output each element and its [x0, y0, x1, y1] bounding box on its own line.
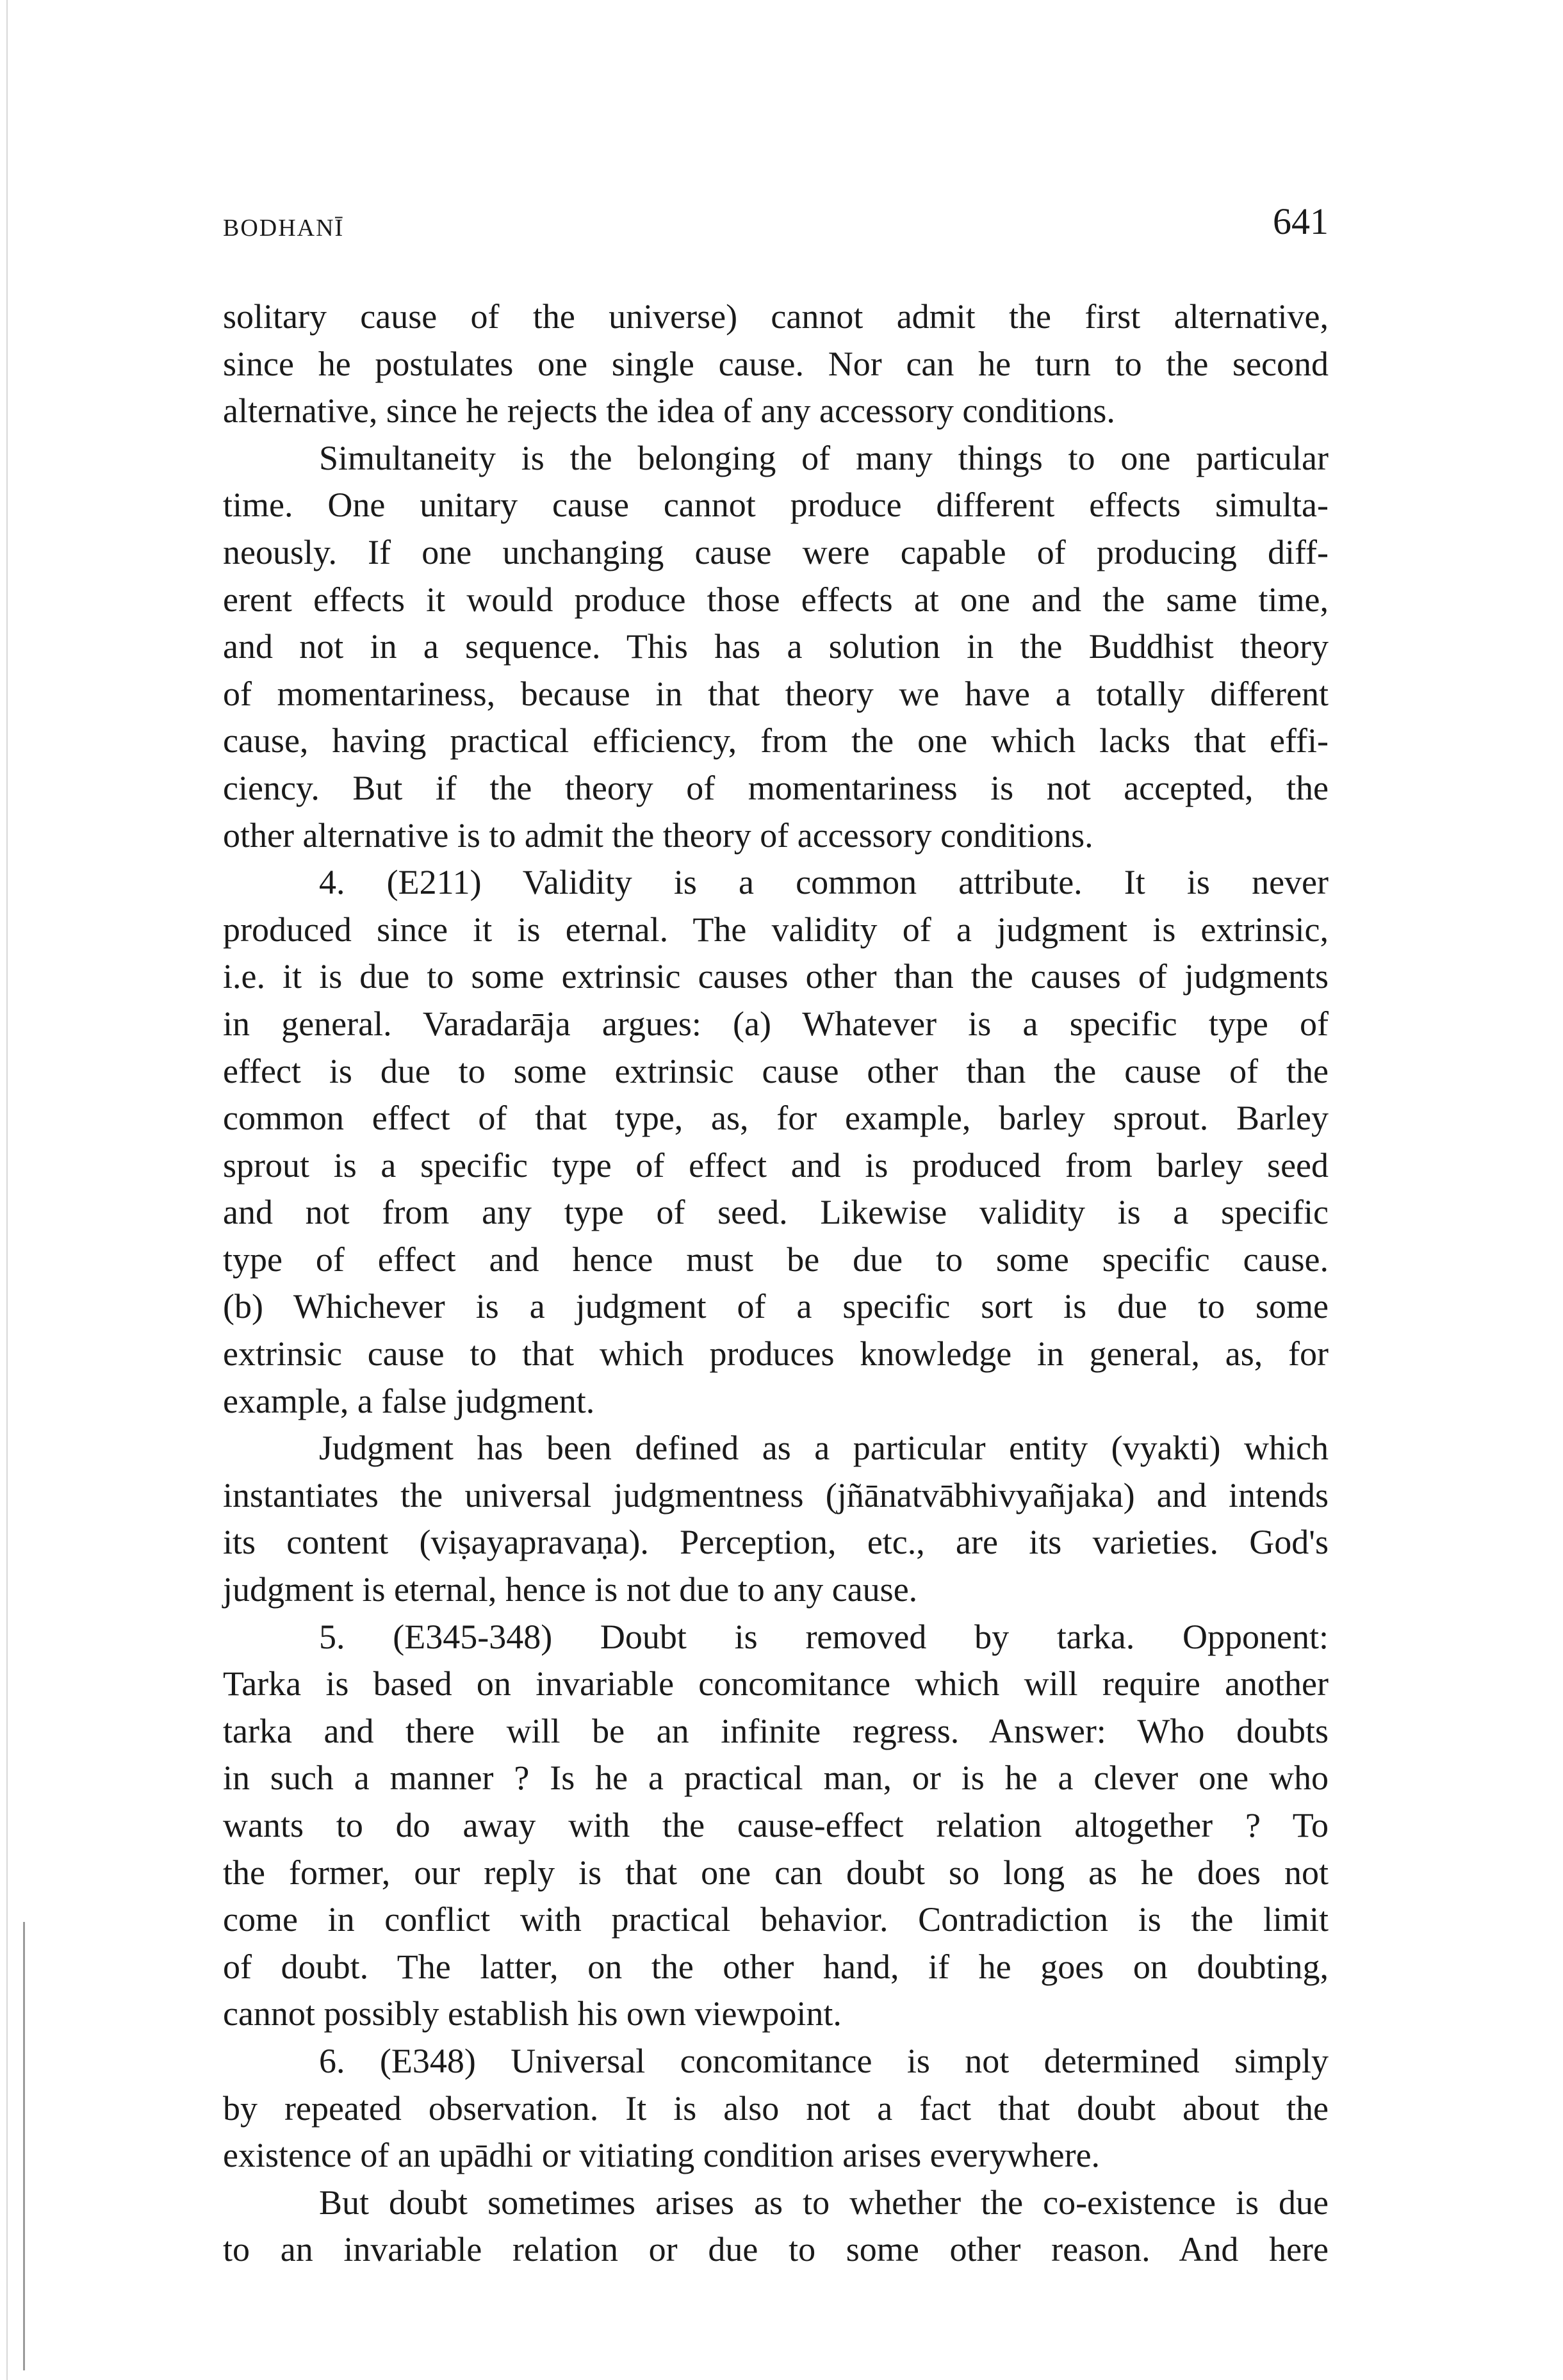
text-line: Simultaneity is the belonging of many things to one particular	[319, 438, 1329, 477]
text-line: cause, having practical efficiency, from the one which lacks that effi-	[223, 721, 1329, 760]
text-line: instantiates the universal judgmentness (jñānatvābhivyañjaka) and intends	[223, 1475, 1329, 1514]
text-line: time. One unitary cause cannot produce different effects simulta-	[223, 486, 1329, 525]
text-line: of doubt. The latter, on the other hand, if he goes on doubting,	[223, 1947, 1329, 1986]
text-line: come in conflict with practical behavior. Contradiction is the limit	[223, 1900, 1329, 1939]
text-line: produced since it is eternal. The validity of a judgment is extrinsic,	[223, 910, 1329, 949]
text-line: i.e. it is due to some extrinsic causes other than the causes of judgments	[223, 957, 1329, 996]
text-line: existence of an upādhi or vitiating condition arises everywhere.	[223, 2136, 1101, 2175]
text-line: erent effects it would produce those effects at one and the same time,	[223, 580, 1329, 619]
text-line: wants to do away with the cause-effect relation altogether ? To	[223, 1806, 1329, 1844]
text-line: alternative, since he rejects the idea of any accessory conditions.	[223, 391, 1115, 431]
text-line: tarka and there will be an infinite regress. Answer: Who doubts	[223, 1711, 1329, 1750]
text-line: extrinsic cause to that which produces knowledge in general, as, for	[223, 1334, 1329, 1374]
text-line: by repeated observation. It is also not a fact that doubt about the	[223, 2089, 1329, 2128]
text-line: and not from any type of seed. Likewise validity is a specific	[223, 1193, 1329, 1232]
paragraph-5	[223, 1614, 1329, 2038]
scan-binding-shadow	[23, 1922, 25, 2370]
text-line: (b) Whichever is a judgment of a specific sort is due to some	[223, 1287, 1329, 1326]
text-line: Tarka is based on invariable concomitance which will require another	[223, 1664, 1329, 1703]
text-line: in such a manner ? Is he a practical man, or is he a clever one who	[223, 1759, 1329, 1798]
text-line: 5. (E345-348) Doubt is removed by tarka. Opponent:	[319, 1617, 1329, 1656]
text-line: cannot possibly establish his own viewpoint.	[223, 1994, 842, 2033]
running-head: BODHANĪ	[223, 215, 345, 242]
text-line: neously. If one unchanging cause were capable of producing diff-	[223, 532, 1329, 571]
text-line: of momentariness, because in that theory we have a totally different	[223, 674, 1329, 713]
text-line: common effect of that type, as, for example, barley sprout. Barley	[223, 1099, 1329, 1138]
paragraph-1	[223, 293, 1329, 435]
text-line: other alternative is to admit the theory of accessory conditions.	[223, 816, 1093, 855]
text-line: ciency. But if the theory of momentariness is not accepted, the	[223, 768, 1329, 807]
text-line: in general. Varadarāja argues: (a) Whatever is a specific type of	[223, 1004, 1329, 1043]
text-line: and not in a sequence. This has a solution in the Buddhist theory	[223, 627, 1329, 666]
paragraph-6	[223, 2038, 1329, 2179]
text-line: 6. (E348) Universal concomitance is not determined simply	[319, 2041, 1329, 2080]
text-line: the former, our reply is that one can doubt so long as he does not	[223, 1853, 1329, 1892]
paragraph-2	[223, 435, 1329, 859]
paragraph-3	[223, 859, 1329, 1425]
text-line: effect is due to some extrinsic cause other than the cause of the	[223, 1051, 1329, 1090]
paragraph-4	[223, 1425, 1329, 1613]
body-text	[223, 293, 1329, 2274]
text-line: type of effect and hence must be due to some specific cause.	[223, 1240, 1329, 1279]
text-line: since he postulates one single cause. Nor can he turn to the second	[223, 344, 1329, 383]
text-line: sprout is a specific type of effect and is produced from barley seed	[223, 1145, 1329, 1185]
scan-edge-line	[6, 0, 8, 2380]
text-line: Judgment has been defined as a particular entity (vyakti) which	[319, 1429, 1329, 1468]
paragraph-7	[223, 2179, 1329, 2274]
text-line: solitary cause of the universe) cannot admit the first alternative,	[223, 297, 1329, 336]
text-line: its content (viṣayapravaṇa). Perception, etc., are its varieties. God's	[223, 1523, 1329, 1562]
page-header	[223, 200, 1329, 258]
text-line: to an invariable relation or due to some other reason. And here	[223, 2230, 1329, 2269]
text-line: 4. (E211) Validity is a common attribute. It is never	[319, 863, 1329, 902]
text-line: But doubt sometimes arises as to whether the co-existence is due	[319, 2183, 1329, 2222]
text-line: example, a false judgment.	[223, 1381, 595, 1420]
text-line: judgment is eternal, hence is not due to any cause.	[223, 1570, 918, 1609]
page-number: 641	[1273, 201, 1329, 242]
